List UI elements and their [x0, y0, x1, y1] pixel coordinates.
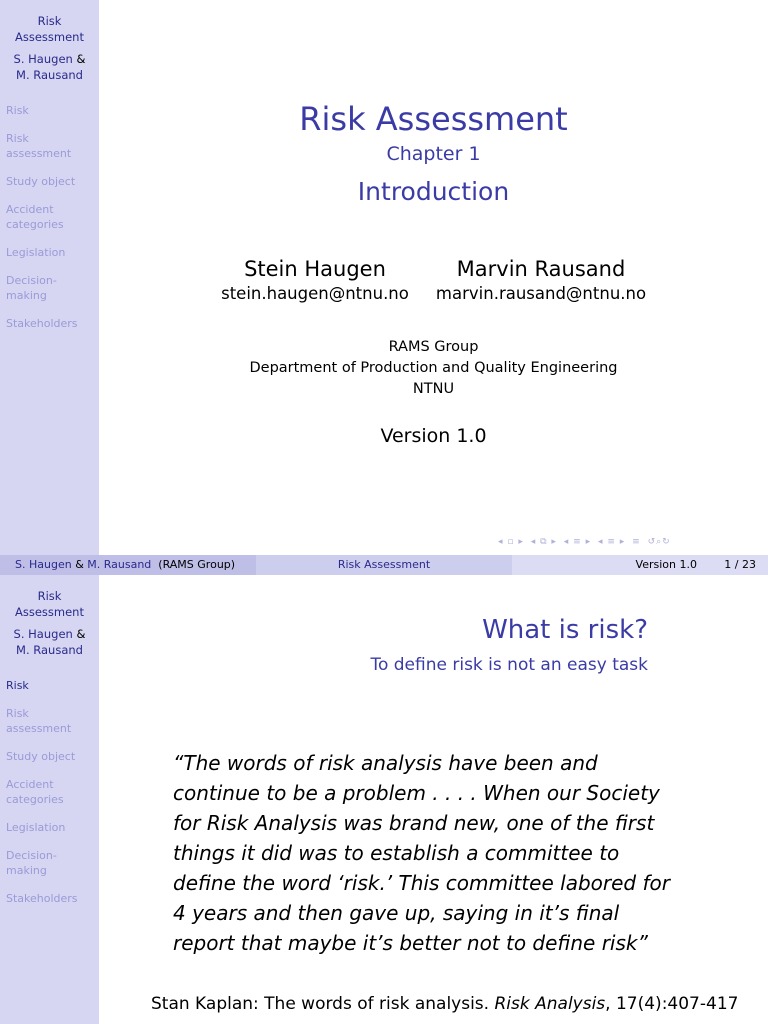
toc-label: making	[6, 864, 47, 877]
toc-label: Stakeholders	[6, 317, 78, 330]
footer-right	[512, 555, 768, 575]
citation	[151, 994, 738, 1014]
toc-label: Risk	[6, 679, 29, 692]
toc-label: assessment	[6, 722, 72, 735]
author-name: Marvin Rausand	[456, 257, 626, 281]
footer-authors	[0, 555, 256, 575]
sidebar-item-study-object[interactable]	[6, 174, 96, 189]
sidebar-title[interactable]	[0, 13, 99, 45]
sidebar-author: M. Rausand	[16, 643, 83, 657]
chapter-title: Introduction	[357, 177, 510, 206]
nav-search-icon[interactable]: ↺⌕↻	[647, 537, 671, 547]
toc-label: making	[6, 289, 47, 302]
slide-what-is-risk	[0, 575, 768, 1024]
citation-volume: , 17(4):407-417	[605, 994, 739, 1014]
author-block	[210, 256, 420, 305]
sidebar-item-stakeholders[interactable]	[6, 891, 96, 906]
sidebar-item-risk[interactable]	[6, 103, 96, 118]
kaplan-quote	[173, 748, 713, 958]
sidebar-item-legislation[interactable]	[6, 820, 96, 835]
toc-label: categories	[6, 793, 64, 806]
sidebar-title-line: Assessment	[15, 605, 84, 619]
beamer-navigation	[498, 537, 768, 551]
sidebar-title-line: Risk	[37, 14, 62, 28]
slide-subtitle: To define risk is not an easy task	[370, 655, 648, 675]
nav-section-icon[interactable]: ◂ ≡ ▸	[597, 537, 626, 547]
presentation-title: Risk Assessment	[299, 100, 568, 138]
footer-group: (RAMS Group)	[158, 558, 236, 571]
toc-label: Study object	[6, 175, 76, 188]
institute-block	[99, 337, 768, 400]
sidebar-author: S. Haugen	[13, 627, 73, 641]
quote-line: report that maybe it’s better not to define risk”	[173, 931, 648, 955]
sidebar-amp: &	[76, 627, 86, 641]
sidebar-authors	[0, 51, 99, 83]
institute-group: RAMS Group	[388, 339, 479, 355]
quote-line: continue to be a problem . . . . When our Society	[173, 781, 660, 805]
toc-label: Legislation	[6, 821, 66, 834]
toc-label: Stakeholders	[6, 892, 78, 905]
sidebar-item-legislation[interactable]	[6, 245, 96, 260]
nav-frame-icon[interactable]: ◂ ▫ ▸	[498, 537, 524, 547]
footer-amp: &	[75, 558, 84, 571]
slide-title: What is risk?	[482, 615, 648, 645]
quote-line: for Risk Analysis was brand new, one of the first	[173, 811, 655, 835]
toc-label: Risk	[6, 104, 29, 117]
quote-line: define the word ‘risk.’ This committee labored for	[173, 871, 670, 895]
sidebar-item-accident-categories[interactable]	[6, 202, 96, 232]
sidebar-toc	[6, 678, 96, 919]
sidebar-item-study-object[interactable]	[6, 749, 96, 764]
nav-subsection-icon[interactable]: ◂ ⧉ ▸	[530, 537, 557, 547]
institute-university: NTNU	[412, 381, 455, 397]
toc-label: Accident	[6, 203, 54, 216]
toc-label: assessment	[6, 147, 72, 160]
quote-line: 4 years and then gave up, saying in it’s final	[173, 901, 620, 925]
toc-label: Decision-	[6, 274, 57, 287]
sidebar-toc	[6, 103, 96, 344]
version-label: Version 1.0	[380, 425, 487, 447]
sidebar	[0, 0, 99, 575]
toc-label: Accident	[6, 778, 54, 791]
citation-journal: Risk Analysis	[494, 994, 606, 1014]
toc-label: Legislation	[6, 246, 66, 259]
sidebar-item-decision-making[interactable]	[6, 848, 96, 878]
sidebar-item-accident-categories[interactable]	[6, 777, 96, 807]
sidebar-title-line: Risk	[37, 589, 62, 603]
chapter-label: Chapter 1	[386, 143, 481, 165]
footer-author: M. Rausand	[87, 558, 152, 571]
quote-line: things it did was to establish a committee to	[173, 841, 620, 865]
footer-page-number: 1 / 23	[724, 558, 756, 571]
footer-version: Version 1.0	[635, 558, 697, 571]
footer-author: S. Haugen	[15, 558, 72, 571]
sidebar-item-decision-making[interactable]	[6, 273, 96, 303]
sidebar-title[interactable]	[0, 588, 99, 620]
sidebar-author: S. Haugen	[13, 52, 73, 66]
toc-label: Risk	[6, 707, 29, 720]
nav-section-icon[interactable]: ◂ ≡ ▸	[563, 537, 592, 547]
author-block	[424, 256, 658, 305]
citation-author-title: Stan Kaplan: The words of risk analysis.	[151, 994, 490, 1014]
sidebar	[0, 575, 99, 1024]
toc-label: Decision-	[6, 849, 57, 862]
sidebar-amp: &	[76, 52, 86, 66]
toc-label: Study object	[6, 750, 76, 763]
toc-label: Risk	[6, 132, 29, 145]
footer-bar	[0, 555, 768, 575]
sidebar-item-risk-assessment[interactable]	[6, 706, 96, 736]
quote-line: “The words of risk analysis have been and	[173, 751, 598, 775]
sidebar-item-risk[interactable]	[6, 678, 96, 693]
author-name: Stein Haugen	[244, 257, 386, 281]
author-email: marvin.rausand@ntnu.no	[435, 284, 647, 303]
sidebar-authors	[0, 626, 99, 658]
sidebar-title-line: Assessment	[15, 30, 84, 44]
nav-align-icon[interactable]: ≡	[632, 537, 641, 547]
sidebar-item-risk-assessment[interactable]	[6, 131, 96, 161]
sidebar-item-stakeholders[interactable]	[6, 316, 96, 331]
sidebar-author: M. Rausand	[16, 68, 83, 82]
toc-label: categories	[6, 218, 64, 231]
institute-department: Department of Production and Quality Engineering	[249, 360, 618, 376]
footer-title: Risk Assessment	[256, 555, 512, 575]
author-email: stein.haugen@ntnu.no	[221, 284, 409, 303]
